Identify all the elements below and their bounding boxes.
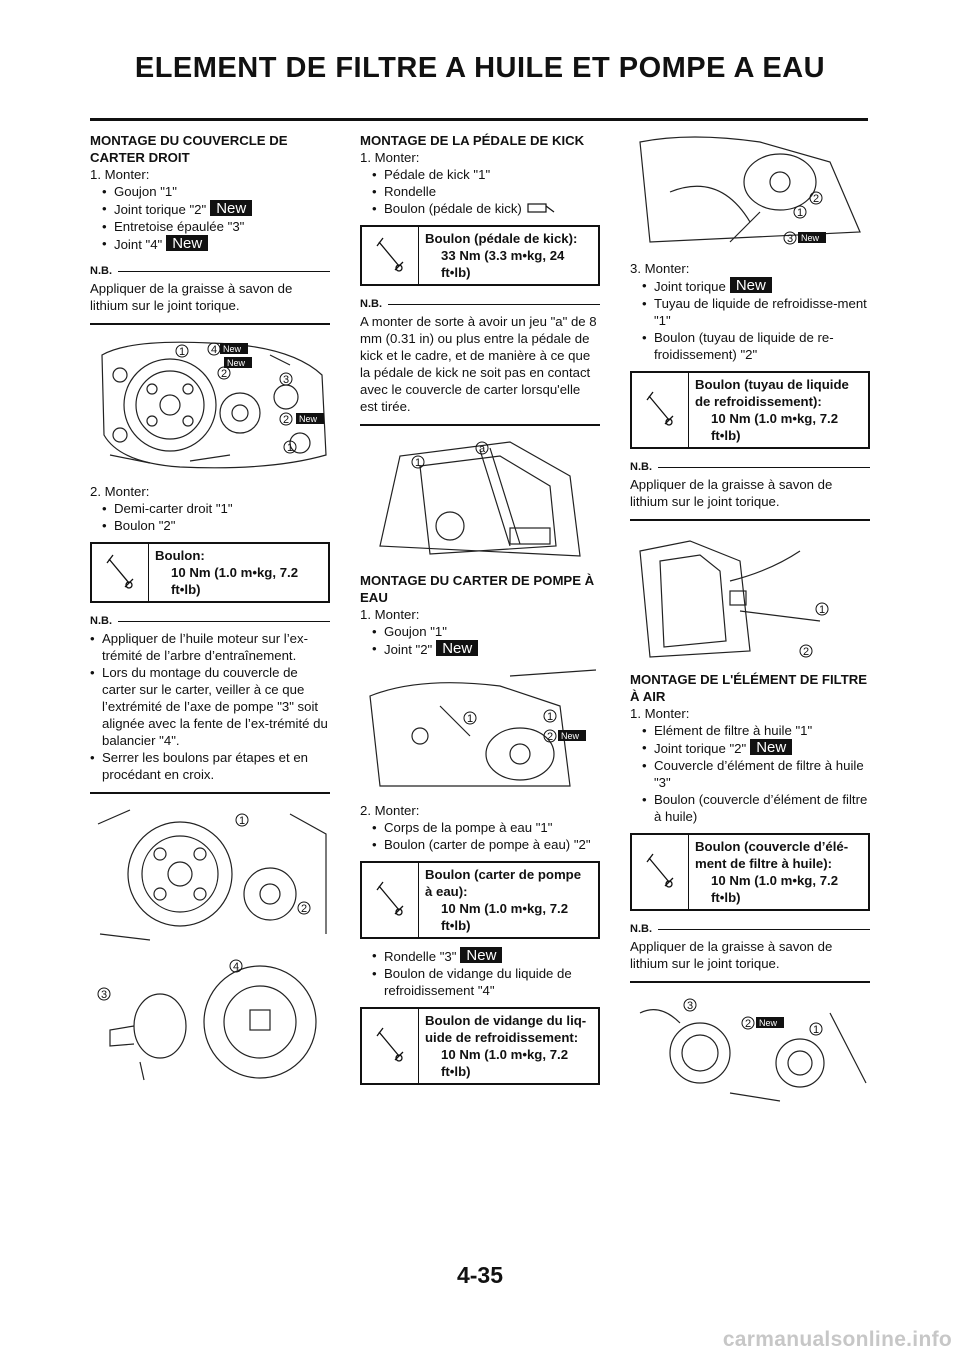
- column-3: [630, 132, 870, 1119]
- svg-text:2: 2: [283, 414, 290, 426]
- column-1: [90, 132, 330, 1092]
- svg-text:4: 4: [211, 344, 218, 356]
- list-item: • Boulon (carter de pompe à eau) "2": [372, 836, 600, 853]
- note-body: Appliquer de la graisse à savon de lithium sur le joint torique.: [630, 938, 870, 983]
- new-badge: New: [166, 235, 208, 251]
- svg-text:3: 3: [101, 989, 108, 1001]
- list-item: • Corps de la pompe à eau "1": [372, 819, 600, 836]
- column-2: [360, 132, 600, 1093]
- svg-text:New: New: [759, 1018, 778, 1028]
- list-item: • Boulon (tuyau de liquide de re-froidissement) "2": [642, 329, 870, 363]
- torque-box: [630, 371, 870, 449]
- new-badge: New: [210, 200, 252, 216]
- header-rule: [90, 118, 868, 121]
- list-item: • Rondelle "3" New: [372, 947, 600, 965]
- torque-box: [360, 861, 600, 939]
- torque-wrench-icon: [362, 1009, 419, 1083]
- list-item: • Joint torique New: [642, 277, 870, 295]
- figure-coolant-pipe: [630, 132, 870, 252]
- svg-text:2: 2: [301, 903, 308, 915]
- svg-text:2: 2: [803, 646, 810, 658]
- note-body: A monter de sorte à avoir un jeu "a" de 8 mm (0.31 in) ou plus entre la pédale de kick et le cadre, et de manière à ce que la pédale de kick ne soit pas en contact avec le couvercle de carter lorsqu'elle est tirée.: [360, 313, 600, 426]
- torque-text: Boulon de vidange du liq-uide de refroidissement: 10 Nm (1.0 m•kg, 7.2 ft•lb): [425, 1013, 587, 1079]
- note-body: Appliquer de la graisse à savon de lithium sur le joint torique.: [630, 476, 870, 521]
- list-item: • Boulon (couvercle d’élément de filtre à huile): [642, 791, 870, 825]
- item-list: [630, 277, 870, 363]
- torque-box: [360, 225, 600, 286]
- torque-text: Boulon (tuyau de liquide de refroidissement): 10 Nm (1.0 m•kg, 7.2 ft•lb): [695, 377, 849, 443]
- svg-text:New: New: [561, 731, 580, 741]
- svg-text:1: 1: [467, 713, 474, 725]
- svg-text:2: 2: [547, 731, 554, 743]
- svg-text:1: 1: [179, 346, 186, 358]
- thread-locker-icon: [526, 201, 556, 215]
- list-item: • Joint "2" New: [372, 640, 600, 658]
- page-number: 4-35: [456, 1262, 504, 1288]
- note-header: N.B.: [630, 459, 870, 476]
- watermark: carmanualsonline.info: [722, 1328, 952, 1351]
- list-item: • Joint torique "2" New: [642, 739, 870, 757]
- note-header: N.B.: [90, 263, 330, 280]
- list-item: • Boulon (pédale de kick): [372, 200, 600, 217]
- svg-text:4: 4: [233, 961, 240, 973]
- torque-wrench-icon: [362, 863, 419, 937]
- note-header: N.B.: [90, 613, 330, 630]
- list-item: • Pédale de kick "1": [372, 166, 600, 183]
- figure-kick-pedal: [360, 436, 600, 564]
- list-item: • Goujon "1": [372, 623, 600, 640]
- note-body: [90, 630, 330, 794]
- torque-box: [630, 833, 870, 911]
- torque-text: Boulon (couvercle d’élé-ment de filtre à huile): 10 Nm (1.0 m•kg, 7.2 ft•lb): [695, 839, 849, 905]
- figure-water-pump-case: [360, 666, 600, 794]
- torque-wrench-icon: [632, 373, 689, 447]
- svg-text:1: 1: [287, 442, 294, 454]
- list-item: • Elément de filtre à huile "1": [642, 722, 870, 739]
- torque-wrench-icon: [92, 544, 149, 601]
- svg-text:New: New: [299, 414, 318, 424]
- item-list: [360, 623, 600, 658]
- item-list: [90, 183, 330, 253]
- figure-air-filter-hose: [630, 531, 870, 663]
- torque-box: [90, 542, 330, 603]
- list-item: • Entretoise épaulée "3": [102, 218, 330, 235]
- torque-text: Boulon (pédale de kick): 33 Nm (3.3 m•kg, 24 ft•lb): [425, 231, 578, 280]
- new-badge: New: [750, 739, 792, 755]
- section-heading: MONTAGE DU CARTER DE POMPE À EAU: [360, 573, 595, 605]
- new-badge: New: [730, 277, 772, 293]
- note-body: Appliquer de la graisse à savon de lithium sur le joint torique.: [90, 280, 330, 325]
- new-badge: New: [460, 947, 502, 963]
- svg-text:a: a: [479, 443, 486, 455]
- note-header: N.B.: [630, 921, 870, 938]
- section-heading: MONTAGE DE L'ÉLÉMENT DE FILTRE À AIR: [630, 672, 868, 704]
- svg-text:3: 3: [787, 233, 794, 245]
- svg-text:2: 2: [813, 193, 820, 205]
- svg-text:2: 2: [221, 368, 228, 380]
- step-label: 2. Monter:: [90, 484, 150, 499]
- item-list: [630, 722, 870, 825]
- torque-wrench-icon: [362, 227, 419, 284]
- item-list: [360, 819, 600, 853]
- step-label: 1. Monter:: [90, 167, 150, 182]
- step-label: 2. Monter:: [360, 803, 420, 818]
- list-item: • Goujon "1": [102, 183, 330, 200]
- step-label: 1. Monter:: [360, 607, 420, 622]
- svg-text:1: 1: [819, 604, 826, 616]
- figure-oil-filter: [630, 993, 870, 1111]
- step-label: 1. Monter:: [360, 150, 420, 165]
- list-item: • Couvercle d’élément de filtre à huile "3": [642, 757, 870, 791]
- step-label: 1. Monter:: [630, 706, 690, 721]
- item-list: [360, 947, 600, 999]
- figure-clutch-cover: [90, 335, 330, 475]
- svg-text:3: 3: [283, 374, 290, 386]
- list-item: • Serrer les boulons par étapes et en procédant en croix.: [90, 749, 330, 783]
- step-label: 3. Monter:: [630, 261, 690, 276]
- svg-text:New: New: [223, 344, 242, 354]
- figure-drive-shaft: [90, 804, 330, 944]
- item-list: [90, 500, 330, 534]
- svg-text:1: 1: [797, 207, 804, 219]
- torque-text: Boulon: 10 Nm (1.0 m•kg, 7.2 ft•lb): [155, 548, 299, 597]
- list-item: • Lors du montage du couvercle de carter sur le carter, veiller à ce que l’extrémité de l’axe de pompe "3" soit alignée avec la fente de l’ex-trémité du balancier "4".: [90, 664, 330, 749]
- note-header: N.B.: [360, 296, 600, 313]
- svg-text:1: 1: [415, 457, 422, 469]
- list-item: • Joint torique "2" New: [102, 200, 330, 218]
- svg-text:1: 1: [547, 711, 554, 723]
- list-item: • Joint "4" New: [102, 235, 330, 253]
- list-item: • Appliquer de l’huile moteur sur l’ex-trémité de l’arbre d’entraînement.: [90, 630, 330, 664]
- section-heading: MONTAGE DE LA PÉDALE DE KICK: [360, 133, 585, 148]
- list-item: • Boulon de vidange du liquide de refroidissement "4": [372, 965, 600, 999]
- list-item: • Rondelle: [372, 183, 600, 200]
- svg-text:New: New: [801, 233, 820, 243]
- svg-text:3: 3: [687, 1000, 694, 1012]
- list-item: • Tuyau de liquide de refroidisse-ment "1": [642, 295, 870, 329]
- svg-text:New: New: [227, 358, 246, 368]
- svg-text:2: 2: [745, 1018, 752, 1030]
- section-heading: MONTAGE DU COUVERCLE DE CARTER DROIT: [90, 133, 288, 165]
- new-badge: New: [436, 640, 478, 656]
- svg-text:1: 1: [813, 1024, 820, 1036]
- list-item: • Boulon "2": [102, 517, 330, 534]
- svg-text:1: 1: [239, 815, 246, 827]
- page-title: ELEMENT DE FILTRE A HUILE ET POMPE A EAU: [134, 52, 826, 84]
- list-item: • Demi-carter droit "1": [102, 500, 330, 517]
- figure-pump-shaft: [90, 952, 330, 1084]
- item-list: [360, 166, 600, 217]
- torque-box: [360, 1007, 600, 1085]
- torque-wrench-icon: [632, 835, 689, 909]
- torque-text: Boulon (carter de pompe à eau): 10 Nm (1.0 m•kg, 7.2 ft•lb): [425, 867, 582, 933]
